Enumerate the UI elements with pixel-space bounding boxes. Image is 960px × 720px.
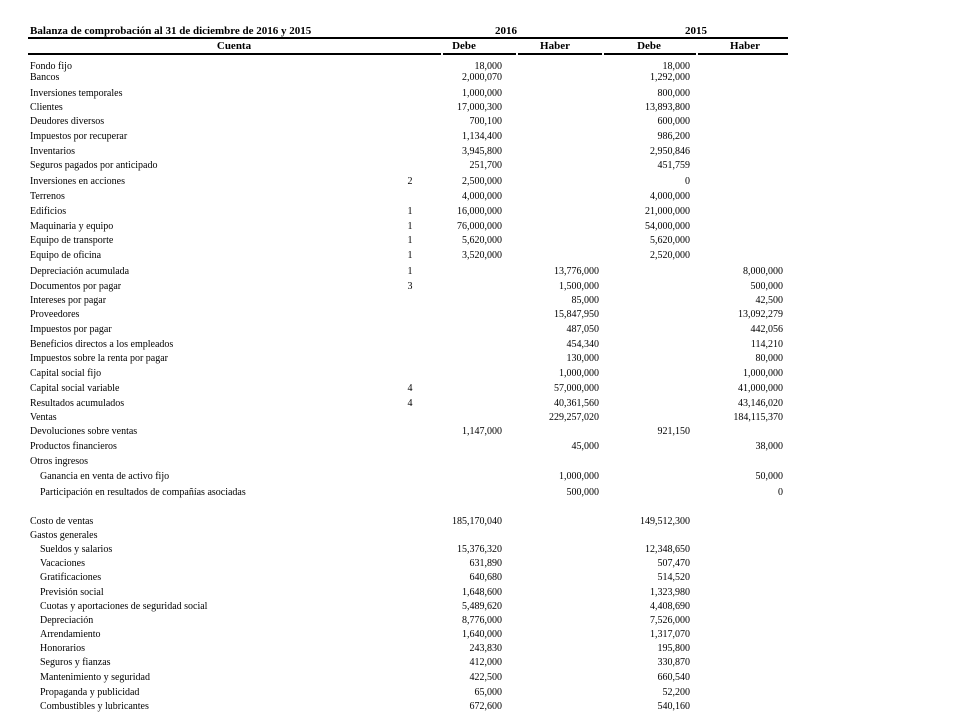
debe-2015-value: 149,512,300	[640, 516, 690, 527]
debe-2015-value: 540,160	[657, 701, 690, 712]
note-number: 1	[407, 250, 413, 261]
table-row	[0, 615, 960, 627]
debe-2016-value: 17,000,300	[457, 102, 502, 113]
haber-2015-value: 38,000	[755, 441, 783, 452]
account-name: Productos financieros	[30, 441, 117, 452]
debe-2015-value: 921,150	[657, 426, 690, 437]
haber-2016-value: 57,000,000	[554, 383, 599, 394]
debe-2015-value: 0	[685, 176, 690, 187]
haber-2016-value: 15,847,950	[554, 309, 599, 320]
debe-2016-value: 15,376,320	[457, 544, 502, 555]
note-number: 1	[407, 266, 413, 277]
debe-2016-value: 185,170,040	[452, 516, 502, 527]
table-row	[0, 368, 960, 380]
debe-2015-value: 514,520	[657, 572, 690, 583]
debe-2015-value: 1,292,000	[650, 72, 690, 83]
account-name: Gastos generales	[30, 530, 98, 541]
account-name: Documentos por pagar	[30, 281, 122, 292]
debe-2015-value: 52,200	[662, 687, 690, 698]
haber-2015-value: 80,000	[755, 353, 783, 364]
debe-2016-value: 700,100	[469, 116, 502, 127]
table-row	[0, 353, 960, 365]
account-name: Impuestos sobre la renta por pagar	[30, 353, 169, 364]
table-row	[0, 176, 960, 188]
table-row	[0, 471, 960, 483]
debe-2015-value: 13,893,800	[645, 102, 690, 113]
account-name: Combustibles y lubricantes	[40, 701, 149, 712]
haber-2015-value: 1,000,000	[743, 368, 783, 379]
account-name: Ventas	[30, 412, 57, 423]
debe-2016-value: 3,520,000	[462, 250, 502, 261]
account-name: Equipo de oficina	[30, 250, 102, 261]
table-row	[0, 72, 960, 84]
debe-2016-value: 2,500,000	[462, 176, 502, 187]
account-name: Terrenos	[30, 191, 65, 202]
account-name: Inversiones temporales	[30, 88, 123, 99]
account-name: Proveedores	[30, 309, 80, 320]
debe-2016-value: 412,000	[469, 657, 502, 668]
note-number: 1	[407, 206, 413, 217]
account-name: Intereses por pagar	[30, 295, 107, 306]
account-name: Fondo fijo	[30, 61, 72, 72]
haber-2016-value: 40,361,560	[554, 398, 599, 409]
account-name: Vacaciones	[40, 558, 85, 569]
column-header-haber-2016: Haber	[540, 40, 570, 52]
table-row	[0, 131, 960, 143]
debe-2015-value: 2,950,846	[650, 146, 690, 157]
haber-2015-value: 114,210	[750, 339, 783, 350]
debe-2016-value: 5,620,000	[462, 235, 502, 246]
table-row	[0, 544, 960, 556]
account-name: Capital social fijo	[30, 368, 102, 379]
debe-2016-value: 3,945,800	[462, 146, 502, 157]
debe-2015-value: 986,200	[657, 131, 690, 142]
debe-2015-value: 18,000	[662, 61, 690, 72]
account-name: Mantenimiento y seguridad	[40, 672, 150, 683]
account-name: Depreciación acumulada	[30, 266, 130, 277]
account-name: Previsión social	[40, 587, 104, 598]
haber-2016-value: 1,000,000	[559, 368, 599, 379]
haber-2016-value: 487,050	[566, 324, 599, 335]
debe-2015-value: 451,759	[657, 160, 690, 171]
debe-2016-value: 422,500	[469, 672, 502, 683]
debe-2016-value: 1,648,600	[462, 587, 502, 598]
haber-2015-value: 13,092,279	[738, 309, 783, 320]
account-name: Participación en resultados de compañías asociadas	[40, 487, 246, 498]
year-2016-heading: 2016	[495, 25, 517, 37]
debe-2016-value: 5,489,620	[462, 601, 502, 612]
debe-2015-value: 21,000,000	[645, 206, 690, 217]
haber-2015-value: 41,000,000	[738, 383, 783, 394]
table-row	[0, 441, 960, 453]
debe-2015-value: 800,000	[657, 88, 690, 99]
table-row	[0, 701, 960, 713]
debe-2016-value: 76,000,000	[457, 221, 502, 232]
haber-2016-value: 45,000	[571, 441, 599, 452]
account-name: Arrendamiento	[40, 629, 101, 640]
table-row	[0, 146, 960, 158]
table-row	[0, 558, 960, 570]
haber-2016-value: 454,340	[566, 339, 599, 350]
table-row	[0, 629, 960, 641]
note-number: 4	[407, 398, 413, 409]
table-row	[0, 324, 960, 336]
account-name: Devoluciones sobre ventas	[30, 426, 138, 437]
table-row	[0, 339, 960, 351]
haber-2016-value: 229,257,020	[549, 412, 599, 423]
account-name: Clientes	[30, 102, 63, 113]
table-row	[0, 487, 960, 499]
account-name: Edificios	[30, 206, 67, 217]
account-name: Cuotas y aportaciones de seguridad social	[40, 601, 208, 612]
note-number: 4	[407, 383, 413, 394]
debe-2016-value: 16,000,000	[457, 206, 502, 217]
debe-2016-value: 631,890	[469, 558, 502, 569]
debe-2016-value: 65,000	[474, 687, 502, 698]
note-number: 1	[407, 221, 413, 232]
column-header-cuenta: Cuenta	[216, 40, 252, 52]
table-row	[0, 412, 960, 424]
debe-2016-value: 251,700	[469, 160, 502, 171]
table-row	[0, 516, 960, 528]
table-row	[0, 601, 960, 613]
debe-2016-value: 1,000,000	[462, 88, 502, 99]
account-name: Seguros pagados por anticipado	[30, 160, 158, 171]
debe-2015-value: 2,520,000	[650, 250, 690, 261]
note-number: 3	[407, 281, 413, 292]
header-rule-haber-2016	[518, 53, 602, 55]
debe-2016-value: 1,147,000	[462, 426, 502, 437]
table-row	[0, 235, 960, 247]
debe-2015-value: 195,800	[657, 643, 690, 654]
table-row	[0, 191, 960, 203]
haber-2015-value: 43,146,020	[738, 398, 783, 409]
table-row	[0, 530, 960, 542]
account-name: Maquinaria y equipo	[30, 221, 114, 232]
debe-2015-value: 1,317,070	[650, 629, 690, 640]
debe-2016-value: 1,134,400	[462, 131, 502, 142]
table-row	[0, 116, 960, 128]
account-name: Honorarios	[40, 643, 85, 654]
haber-2016-value: 13,776,000	[554, 266, 599, 277]
debe-2015-value: 330,870	[657, 657, 690, 668]
column-header-debe-2015: Debe	[637, 40, 661, 52]
account-name: Inventarios	[30, 146, 75, 157]
haber-2016-value: 1,000,000	[559, 471, 599, 482]
account-name: Deudores diversos	[30, 116, 105, 127]
note-number: 2	[407, 176, 413, 187]
debe-2015-value: 5,620,000	[650, 235, 690, 246]
debe-2016-value: 8,776,000	[462, 615, 502, 626]
debe-2015-value: 507,470	[657, 558, 690, 569]
account-name: Beneficios directos a los empleados	[30, 339, 174, 350]
account-name: Depreciación	[40, 615, 94, 626]
haber-2016-value: 130,000	[566, 353, 599, 364]
account-name: Gratificaciones	[40, 572, 102, 583]
haber-2016-value: 500,000	[566, 487, 599, 498]
account-name: Seguros y fianzas	[40, 657, 111, 668]
account-name: Capital social variable	[30, 383, 120, 394]
table-row	[0, 426, 960, 438]
debe-2016-value: 2,000,070	[462, 72, 502, 83]
haber-2015-value: 8,000,000	[743, 266, 783, 277]
account-name: Impuestos por pagar	[30, 324, 112, 335]
debe-2016-value: 672,600	[469, 701, 502, 712]
account-name: Impuestos por recuperar	[30, 131, 128, 142]
debe-2015-value: 4,000,000	[650, 191, 690, 202]
account-name: Propaganda y publicidad	[40, 687, 140, 698]
header-rule-cuenta	[28, 53, 441, 55]
table-row	[0, 309, 960, 321]
haber-2015-value: 0	[778, 487, 783, 498]
table-row	[0, 266, 960, 278]
account-name: Costo de ventas	[30, 516, 94, 527]
haber-2015-value: 500,000	[750, 281, 783, 292]
table-row	[0, 250, 960, 262]
table-row	[0, 672, 960, 684]
debe-2015-value: 12,348,650	[645, 544, 690, 555]
table-row	[0, 206, 960, 218]
header-rule-debe-2015	[604, 53, 696, 55]
table-row	[0, 643, 960, 655]
haber-2016-value: 85,000	[571, 295, 599, 306]
debe-2015-value: 660,540	[657, 672, 690, 683]
table-row	[0, 383, 960, 395]
table-row	[0, 102, 960, 114]
haber-2015-value: 442,056	[750, 324, 783, 335]
debe-2015-value: 4,408,690	[650, 601, 690, 612]
debe-2016-value: 640,680	[469, 572, 502, 583]
year-2015-heading: 2015	[685, 25, 707, 37]
haber-2016-value: 1,500,000	[559, 281, 599, 292]
debe-2015-value: 600,000	[657, 116, 690, 127]
debe-2016-value: 1,640,000	[462, 629, 502, 640]
header-rule-debe-2016	[443, 53, 516, 55]
debe-2015-value: 7,526,000	[650, 615, 690, 626]
debe-2015-value: 1,323,980	[650, 587, 690, 598]
title-rule	[28, 37, 788, 39]
table-row	[0, 572, 960, 584]
table-row	[0, 160, 960, 172]
debe-2015-value: 54,000,000	[645, 221, 690, 232]
table-row	[0, 456, 960, 468]
haber-2015-value: 42,500	[755, 295, 783, 306]
account-name: Sueldos y salarios	[40, 544, 113, 555]
debe-2016-value: 4,000,000	[462, 191, 502, 202]
account-name: Equipo de transporte	[30, 235, 114, 246]
document-title: Balanza de comprobación al 31 de diciembre de 2016 y 2015	[30, 25, 312, 37]
table-row	[0, 587, 960, 599]
table-row	[0, 657, 960, 669]
header-rule-haber-2015	[698, 53, 788, 55]
table-row	[0, 398, 960, 410]
table-row	[0, 281, 960, 293]
table-row	[0, 687, 960, 699]
table-row	[0, 295, 960, 307]
debe-2016-value: 243,830	[469, 643, 502, 654]
column-header-haber-2015: Haber	[730, 40, 760, 52]
debe-2016-value: 18,000	[474, 61, 502, 72]
account-name: Resultados acumulados	[30, 398, 125, 409]
haber-2015-value: 184,115,370	[733, 412, 783, 423]
account-name: Ganancia en venta de activo fijo	[40, 471, 170, 482]
account-name: Bancos	[30, 72, 60, 83]
haber-2015-value: 50,000	[755, 471, 783, 482]
account-name: Otros ingresos	[30, 456, 89, 467]
table-row	[0, 221, 960, 233]
account-name: Inversiones en acciones	[30, 176, 125, 187]
note-number: 1	[407, 235, 413, 246]
column-header-debe-2016: Debe	[452, 40, 476, 52]
table-row	[0, 88, 960, 100]
